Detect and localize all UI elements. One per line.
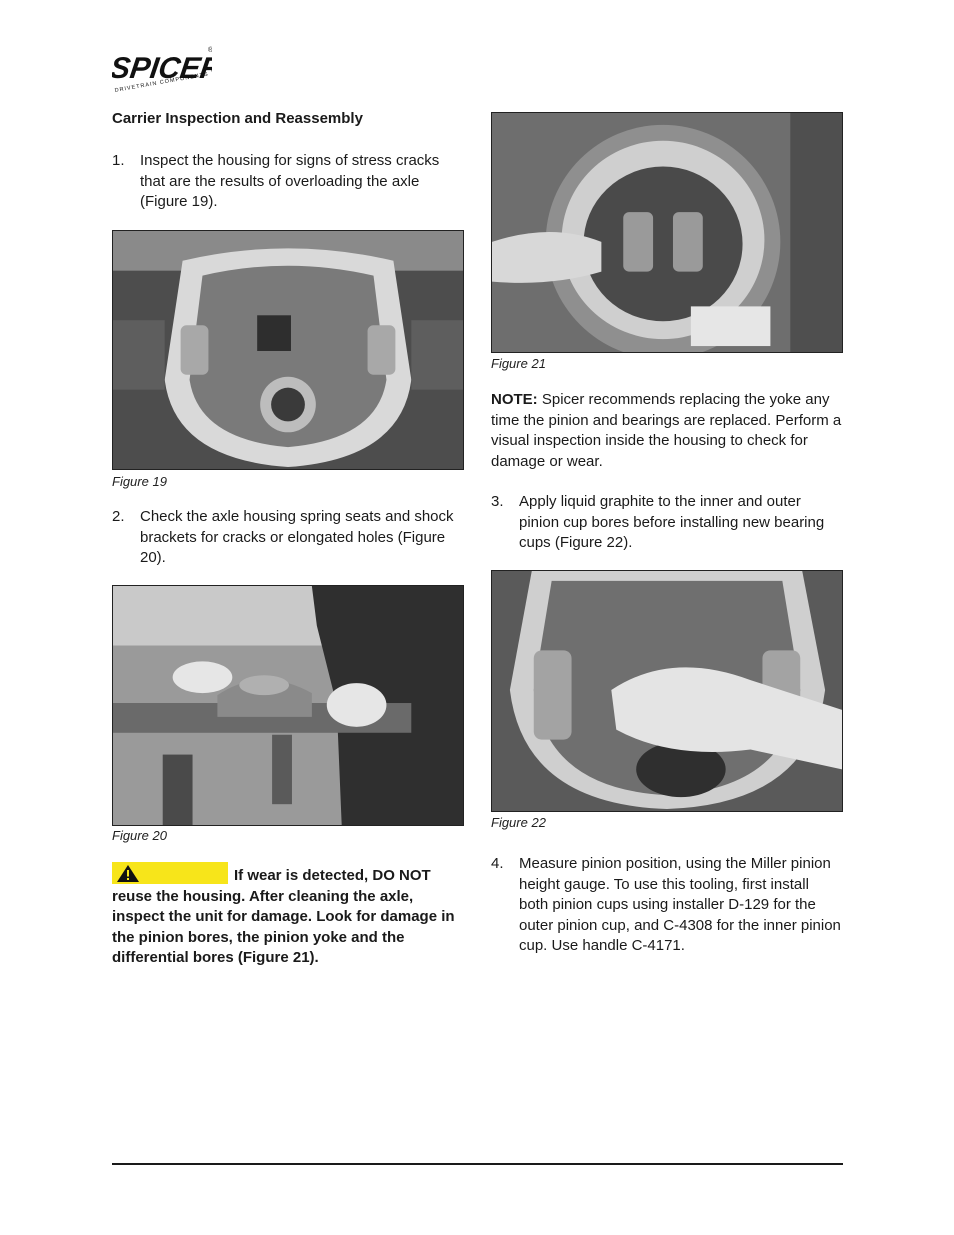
figure-19-caption: Figure 19 — [112, 474, 167, 489]
step-text: Measure pinion position, using the Miller pinion height gauge. To use this tooling, first install both pinion cups using installer D-129 for the outer pinion cup, and C-4308 for the inner pinion cup. Use handle C-4171. — [519, 855, 841, 954]
caution-text: If wear is detected, DO NOT reuse the housing. After cleaning the axle, inspect the unit for damage. Look for damage in the pinion bores, the pinion yoke and the differential bores (Figure 21). — [112, 867, 455, 966]
figure-21-caption: Figure 21 — [491, 356, 546, 371]
svg-text:SPICER: SPICER — [112, 52, 212, 85]
footer-rule — [112, 1163, 843, 1165]
step-text: Apply liquid graphite to the inner and outer pinion cup bores before installing new bearing cups (Figure 22). — [519, 493, 825, 551]
step-number: 2. — [112, 508, 125, 525]
svg-text:®: ® — [208, 47, 212, 54]
note-text: Spicer recommends replacing the yoke any time the pinion and bearings are replaced. Perform a visual inspection inside the housing to check for damage or wear. — [491, 391, 842, 470]
svg-text:DRIVETRAIN COMPONENTS: DRIVETRAIN COMPONENTS — [114, 71, 210, 94]
note-block — [491, 390, 843, 472]
caution-badge — [112, 862, 228, 884]
spicer-logo — [112, 42, 212, 98]
figure-22-caption: Figure 22 — [491, 815, 546, 830]
figure-20-caption: Figure 20 — [112, 828, 167, 843]
step-number: 1. — [112, 152, 125, 169]
step-3 — [491, 492, 841, 556]
figure-22-photo — [491, 570, 843, 812]
step-1 — [112, 151, 462, 215]
figure-21-photo — [491, 112, 843, 353]
step-text: Check the axle housing spring seats and shock brackets for cracks or elongated holes (Figure 20). — [140, 508, 454, 566]
step-text: Inspect the housing for signs of stress cracks that are the results of overloading the axle (Figure 19). — [140, 152, 440, 210]
figure-19-photo — [112, 230, 464, 470]
figure-20-photo — [112, 585, 464, 826]
warning-triangle-icon — [112, 862, 228, 884]
step-number: 3. — [491, 493, 504, 510]
step-number: 4. — [491, 855, 504, 872]
section-title: Carrier Inspection and Reassembly — [112, 110, 363, 127]
step-2 — [112, 507, 462, 571]
caution-block — [112, 862, 464, 969]
note-label: NOTE: — [491, 391, 538, 408]
step-4 — [491, 854, 841, 958]
